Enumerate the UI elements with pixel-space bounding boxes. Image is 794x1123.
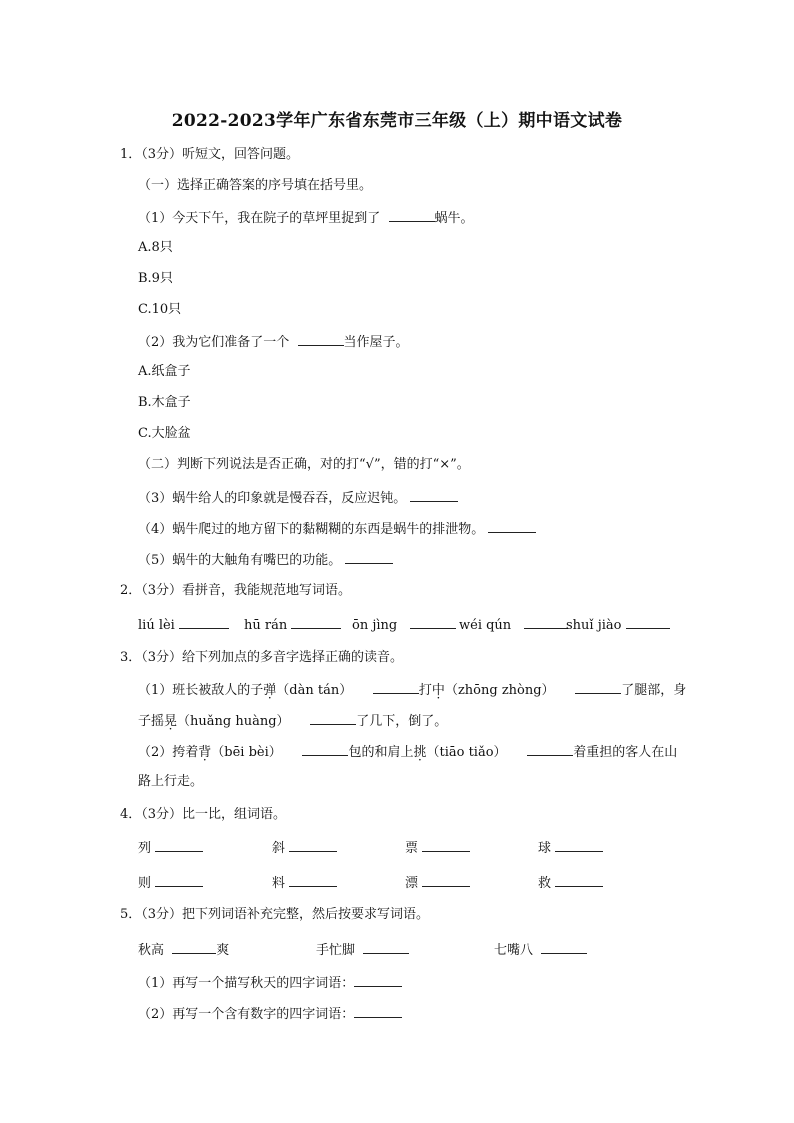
dotted-char: 背 (198, 745, 212, 760)
answer-blank[interactable] (626, 615, 670, 629)
idiom-text: 七嘴八 (494, 943, 534, 958)
q3-line1 (138, 680, 686, 700)
q1-part1: （一）选择正确答案的序号填在括号里。 (138, 178, 373, 193)
dotted-char: 挑 (413, 745, 427, 760)
idiom-item (316, 940, 409, 960)
answer-blank[interactable] (289, 873, 337, 887)
char-item (538, 838, 603, 858)
compare-char: 列 (138, 841, 152, 856)
pinyin-item (244, 615, 341, 635)
answer-blank[interactable] (488, 519, 536, 533)
q3-pinyin-choice: （dàn tán） (276, 683, 353, 698)
q3-text: 子摇 (138, 714, 165, 729)
q3-line4: 路上行走。 (138, 774, 204, 789)
q5-t2-text: （2）再写一个含有数字的四字词语： (138, 1007, 355, 1022)
char-item (272, 838, 337, 858)
q3-line2 (138, 711, 447, 731)
answer-blank[interactable] (422, 838, 470, 852)
pinyin-text: liú lèi (138, 618, 175, 633)
answer-blank[interactable] (179, 615, 229, 629)
q1-j4 (138, 519, 536, 539)
compare-char: 票 (405, 841, 419, 856)
char-item (272, 873, 337, 893)
answer-blank[interactable] (289, 838, 337, 852)
q3-pinyin-choice: （huǎng huàng） (177, 714, 290, 729)
q3-line3 (138, 742, 677, 762)
q3-pinyin-choice: （tiāo tiǎo） (426, 745, 507, 760)
pinyin-text: hū rán (244, 618, 288, 633)
answer-blank[interactable] (155, 873, 203, 887)
char-item (405, 873, 470, 893)
q1-part2 (138, 456, 470, 474)
char-item (538, 873, 603, 893)
answer-blank[interactable] (354, 1004, 402, 1018)
q5-t2 (138, 1004, 402, 1024)
answer-blank[interactable] (410, 615, 456, 629)
answer-blank[interactable] (555, 838, 603, 852)
dotted-char: 弹 (263, 683, 277, 698)
dotted-char: 中 (431, 683, 445, 698)
pinyin-text: wéi qún (459, 618, 512, 633)
q1-s1-option-c: C.10只 (138, 302, 182, 317)
char-item (405, 838, 470, 858)
q1-stem: 1．（3分）听短文，回答问题。 (120, 147, 300, 162)
pinyin-item (566, 615, 670, 635)
q1-s1 (138, 208, 474, 228)
q3-stem: 3．（3分）给下列加点的多音字选择正确的读音。 (120, 650, 404, 665)
char-item (138, 838, 203, 858)
page-title: 2022-2023学年广东省东莞市三年级（上）期中语文试卷 (171, 111, 623, 131)
answer-blank[interactable] (302, 742, 348, 756)
answer-blank[interactable] (527, 742, 573, 756)
answer-blank[interactable] (310, 711, 356, 725)
pinyin-item (459, 615, 568, 635)
idiom-text: 秋高 (138, 943, 165, 958)
answer-blank[interactable] (541, 940, 587, 954)
q1-part2-text: （二）判断下列说法是否正确，对的打“ (138, 457, 366, 472)
q1-j3-text: （3）蜗牛给人的印象就是慢吞吞，反应迟钝。 (138, 491, 407, 506)
q1-s2-option-c: C.大脸盆 (138, 426, 191, 441)
q1-s2-text-end: 当作屋子。 (343, 335, 409, 350)
answer-blank[interactable] (373, 680, 419, 694)
answer-blank[interactable] (363, 940, 409, 954)
compare-char: 漂 (405, 876, 419, 891)
pinyin-text: shuǐ jiào (566, 618, 622, 633)
q3-pinyin-choice: （bēi bèi） (211, 745, 282, 760)
answer-blank[interactable] (291, 615, 341, 629)
check-mark-icon: √ (365, 457, 374, 472)
answer-blank[interactable] (354, 973, 402, 987)
q4-stem: 4．（3分）比一比，组词语。 (120, 807, 287, 822)
answer-blank[interactable] (345, 550, 393, 564)
q3-text: 打 (418, 683, 432, 698)
q3-text: 包的和肩上 (348, 745, 414, 760)
q1-part2-text-end: ”，错的打“×”。 (373, 457, 470, 472)
q1-s1-option-b: B.9只 (138, 271, 173, 286)
idiom-item (138, 940, 229, 960)
q3-text: （1）班长被敌人的子 (138, 683, 264, 698)
q3-text: （2）挎着 (138, 745, 199, 760)
q3-text: 了腿部，身 (621, 683, 687, 698)
q1-s1-text-end: 蜗牛。 (434, 211, 474, 226)
q3-text: 了几下，倒了。 (356, 714, 448, 729)
q1-s2 (138, 332, 409, 352)
q1-s2-option-a: A.纸盒子 (138, 364, 191, 379)
compare-char: 球 (538, 841, 552, 856)
q1-j5 (138, 550, 393, 570)
q1-j3 (138, 488, 458, 508)
pinyin-text: ōn jìng (352, 618, 398, 633)
q3-text: 着重担的客人在山 (573, 745, 678, 760)
idiom-text: 手忙脚 (316, 943, 356, 958)
answer-blank[interactable] (524, 615, 568, 629)
compare-char: 料 (272, 876, 286, 891)
compare-char: 斜 (272, 841, 286, 856)
char-item (138, 873, 203, 893)
q1-s2-option-b: B.木盒子 (138, 395, 191, 410)
q2-stem: 2．（3分）看拼音，我能规范地写词语。 (120, 583, 352, 598)
q5-t1-text: （1）再写一个描写秋天的四字词语： (138, 976, 355, 991)
answer-blank[interactable] (422, 873, 470, 887)
q1-j4-text: （4）蜗牛爬过的地方留下的黏糊糊的东西是蜗牛的排泄物。 (138, 522, 485, 537)
q1-s1-option-a: A.8只 (138, 240, 173, 255)
q1-s2-text: （2）我为它们准备了一个 (138, 335, 290, 350)
answer-blank[interactable] (298, 332, 344, 346)
idiom-item (494, 940, 587, 960)
q3-pinyin-choice: （zhōng zhòng） (444, 683, 555, 698)
answer-blank[interactable] (172, 940, 216, 954)
q5-t1 (138, 973, 402, 993)
compare-char: 则 (138, 876, 152, 891)
q5-stem: 5．（3分）把下列词语补充完整，然后按要求写词语。 (120, 907, 430, 922)
idiom-text: 爽 (216, 943, 230, 958)
answer-blank[interactable] (155, 838, 203, 852)
pinyin-item (138, 615, 229, 635)
answer-blank[interactable] (555, 873, 603, 887)
compare-char: 救 (538, 876, 552, 891)
q1-j5-text: （5）蜗牛的大触角有嘴巴的功能。 (138, 553, 342, 568)
q1-s1-text: （1）今天下午，我在院子的草坪里捉到了 (138, 211, 381, 226)
answer-blank[interactable] (575, 680, 621, 694)
dotted-char: 晃 (164, 714, 178, 729)
pinyin-item (352, 615, 456, 635)
answer-blank[interactable] (389, 208, 435, 222)
answer-blank[interactable] (410, 488, 458, 502)
